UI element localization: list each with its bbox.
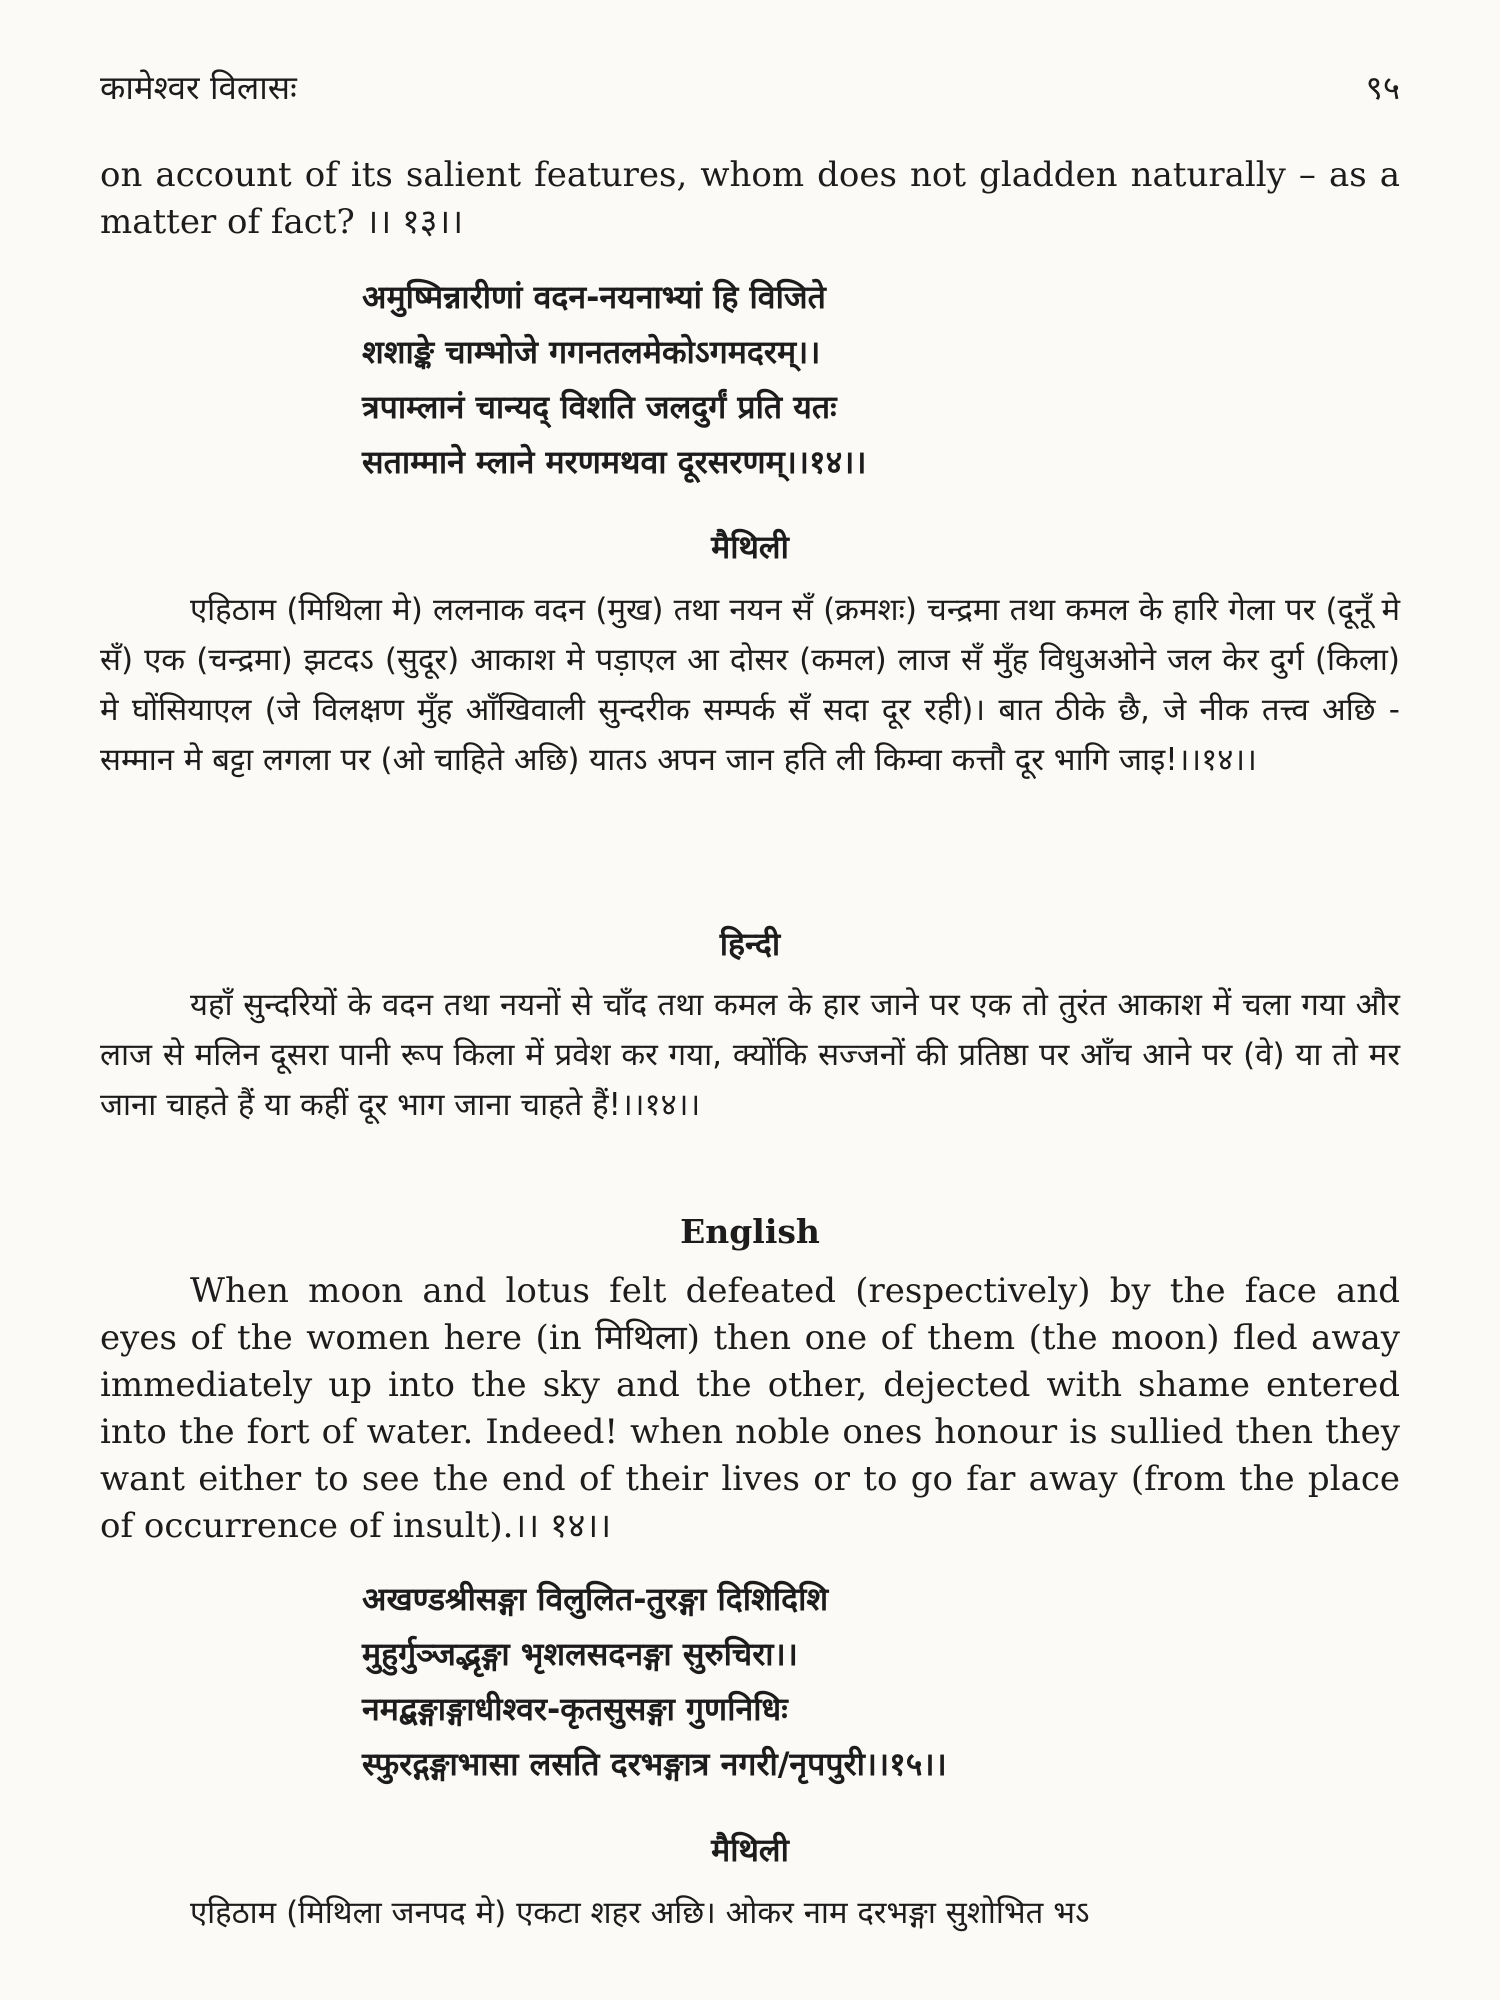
page-number: ९५ (1365, 68, 1400, 107)
verse-14-line-3: त्रपाम्लानं चान्यद् विशति जलदुर्गं प्रति यतः (362, 388, 837, 426)
hindi-heading: हिन्दी (719, 925, 781, 963)
english-heading: English (680, 1212, 820, 1251)
verse-14-line-4: सताम्माने म्लाने मरणमथवा दूरसरणम्।।१४।। (362, 443, 867, 481)
verse-15-line-3: नमद्बङ्गाङ्गाधीश्वर-कृतसुसङ्गा गुणनिधिः (362, 1690, 788, 1728)
maithili-text-2: एहिठाम (मिथिला जनपद मे) एकटा शहर अछि। ओकर नाम दरभङ्गा सुशोभित भऽ (190, 1895, 1090, 1931)
page-header (100, 64, 1400, 109)
maithili-heading-2: मैथिली (711, 1831, 789, 1869)
verse-14 (100, 270, 1400, 490)
hindi-text: यहाँ सुन्दरियों के वदन तथा नयनों से चाँद तथा कमल के हार जाने पर एक तो तुरंत आकाश में चला गया और लाज से मलिन दूसरा पानी रूप किला में प्रवेश कर गया, क्योंकि सज्जनों की प्रतिष्ठा पर आँच आने पर (वे) या तो मर जाना चाहते हैं या कहीं दूर भाग जाना चाहते हैं!।।१४।। (100, 987, 1400, 1123)
verse-15-line-4: स्फुरद्गङ्गाभासा लसति दरभङ्गात्र नगरी/नृपपुरी।।१५।। (362, 1745, 947, 1783)
intro-english-text: on account of its salient features, whom does not gladden naturally – as a matter of fact? ।। १३।। (100, 155, 1400, 242)
maithili-text-1: एहिठाम (मिथिला मे) ललनाक वदन (मुख) तथा नयन सँ (क्रमशः) चन्द्रमा तथा कमल के हारि गेला पर (दूनूँ मे सँ) एक (चन्द्रमा) झटदऽ (सुदूर) आकाश मे पड़ाएल आ दोसर (कमल) लाज सँ मुँह विधुअओने जल केर दुर्ग (किला) मे घोंसियाएल (जे विलक्षण मुँह आँखिवाली सुन्दरीक सम्पर्क सँ सदा दूर रही)। बात ठीके छै, जे नीक तत्त्व अछि - सम्मान मे बट्टा लगला पर (ओ चाहिते अछि) यातऽ अपन जान हति ली किम्वा कत्तौ दूर भागि जाइ!।।१४।। (100, 592, 1400, 778)
verse-15 (100, 1572, 1400, 1792)
verse-15-line-1: अखण्डश्रीसङ्गा विलुलित-तुरङ्गा दिशिदिशि (362, 1580, 829, 1618)
english-translation-text: When moon and lotus felt defeated (respectively) by the face and eyes of the women here (in मिथिला) then one of them (the moon) fled away immediately up into the sky and the other, dejected with shame entered into the fort of water. Indeed! when noble ones honour is sullied then they want either to see the end of their lives or to go far away (from the place of occurrence of insult).।। १४।। (100, 1271, 1400, 1546)
verse-14-line-1: अमुष्मिन्नारीणां वदन-नयनाभ्यां हि विजिते (362, 278, 826, 316)
running-title: कामेश्वर विलासः (100, 68, 297, 107)
verse-15-line-2: मुहुर्गुञ्जद्भृङ्गा भृशलसदनङ्गा सुरुचिरा।। (362, 1635, 798, 1673)
maithili-heading-1: मैथिली (711, 528, 789, 566)
verse-14-line-2: शशाङ्के चाम्भोजे गगनतलमेकोऽगमदरम्।। (362, 333, 821, 371)
